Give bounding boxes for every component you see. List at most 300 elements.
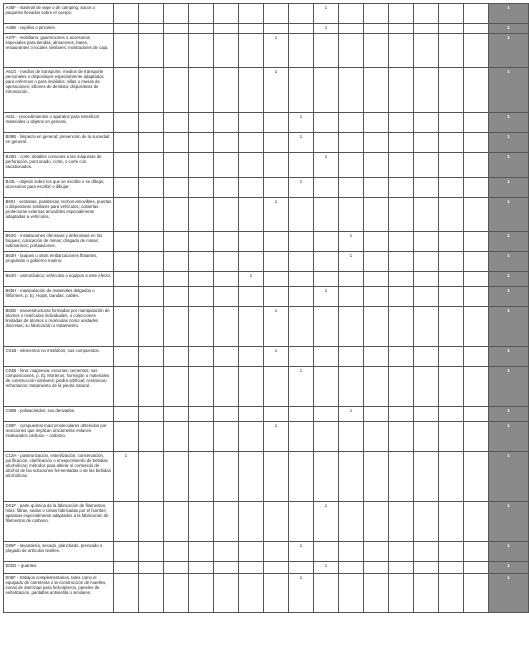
empty-cell bbox=[364, 562, 389, 574]
row-total: 1 bbox=[489, 153, 529, 178]
empty-cell bbox=[214, 574, 239, 613]
empty-cell bbox=[164, 347, 189, 367]
row-total: 1 bbox=[489, 347, 529, 367]
empty-cell bbox=[439, 542, 464, 562]
row-description: B26D - corte; detalles comunes a las máquinas de perforación, punzonado, corte, o corte con sacabocados. bbox=[4, 153, 114, 178]
empty-cell bbox=[189, 367, 214, 407]
empty-cell bbox=[464, 153, 489, 178]
empty-cell bbox=[364, 68, 389, 113]
row-total: 1 bbox=[489, 287, 529, 307]
count-cell: 1 bbox=[264, 198, 289, 232]
table-row bbox=[4, 232, 529, 252]
row-total: 1 bbox=[489, 34, 529, 68]
empty-cell bbox=[464, 574, 489, 613]
table-row bbox=[4, 198, 529, 232]
row-description: B60J - ventanas, parabrisas, techos amovibles, puertas o dispositivos similares para vehículos; cubiertas protectoras externas amovibles especialmente adaptadas a vehículos. bbox=[4, 198, 114, 232]
empty-cell bbox=[139, 367, 164, 407]
table-row bbox=[4, 502, 529, 542]
empty-cell bbox=[389, 232, 414, 252]
count-cell: 1 bbox=[314, 287, 339, 307]
empty-cell bbox=[389, 287, 414, 307]
empty-cell bbox=[214, 153, 239, 178]
empty-cell bbox=[464, 133, 489, 153]
empty-cell bbox=[239, 133, 264, 153]
empty-cell bbox=[439, 307, 464, 347]
empty-cell bbox=[264, 452, 289, 502]
empty-cell bbox=[439, 198, 464, 232]
empty-cell bbox=[364, 574, 389, 613]
empty-cell bbox=[339, 452, 364, 502]
empty-cell bbox=[214, 347, 239, 367]
table-row bbox=[4, 272, 529, 287]
count-cell: 1 bbox=[314, 562, 339, 574]
empty-cell bbox=[364, 367, 389, 407]
empty-cell bbox=[439, 232, 464, 252]
empty-cell bbox=[364, 307, 389, 347]
empty-cell bbox=[164, 133, 189, 153]
row-description: C08B - polisacáridos; sus derivados. bbox=[4, 407, 114, 422]
row-total: 1 bbox=[489, 574, 529, 613]
count-cell: 1 bbox=[289, 367, 314, 407]
empty-cell bbox=[139, 272, 164, 287]
table-row bbox=[4, 252, 529, 272]
empty-cell bbox=[289, 232, 314, 252]
count-cell: 1 bbox=[314, 153, 339, 178]
table-row bbox=[4, 407, 529, 422]
empty-cell bbox=[414, 68, 439, 113]
empty-cell bbox=[239, 153, 264, 178]
empty-cell bbox=[139, 34, 164, 68]
empty-cell bbox=[164, 153, 189, 178]
empty-cell bbox=[414, 452, 439, 502]
empty-cell bbox=[214, 562, 239, 574]
empty-cell bbox=[114, 502, 139, 542]
empty-cell bbox=[214, 34, 239, 68]
empty-cell bbox=[189, 4, 214, 24]
empty-cell bbox=[139, 4, 164, 24]
empty-cell bbox=[114, 562, 139, 574]
empty-cell bbox=[364, 24, 389, 34]
empty-cell bbox=[189, 502, 214, 542]
empty-cell bbox=[314, 34, 339, 68]
empty-cell bbox=[214, 542, 239, 562]
empty-cell bbox=[264, 153, 289, 178]
empty-cell bbox=[214, 407, 239, 422]
empty-cell bbox=[464, 452, 489, 502]
row-total: 1 bbox=[489, 307, 529, 347]
empty-cell bbox=[364, 272, 389, 287]
empty-cell bbox=[414, 232, 439, 252]
row-description: B63H - buques u otras embarcaciones flotantes, propulsión o gobierno marino. bbox=[4, 252, 114, 272]
empty-cell bbox=[239, 307, 264, 347]
empty-cell bbox=[364, 407, 389, 422]
empty-cell bbox=[289, 252, 314, 272]
empty-cell bbox=[339, 307, 364, 347]
empty-cell bbox=[114, 272, 139, 287]
empty-cell bbox=[214, 232, 239, 252]
empty-cell bbox=[439, 407, 464, 422]
empty-cell bbox=[139, 307, 164, 347]
row-description: A47F - mobiliario, guarniciones o accesorios especiales para tiendas, almacenes, bares, restaurantes o locales similares; mostradores de caja. bbox=[4, 34, 114, 68]
count-cell: 1 bbox=[264, 347, 289, 367]
empty-cell bbox=[289, 153, 314, 178]
table-row bbox=[4, 307, 529, 347]
empty-cell bbox=[339, 34, 364, 68]
empty-cell bbox=[389, 113, 414, 133]
empty-cell bbox=[139, 422, 164, 452]
empty-cell bbox=[189, 422, 214, 452]
row-total: 1 bbox=[489, 4, 529, 24]
empty-cell bbox=[264, 562, 289, 574]
empty-cell bbox=[389, 452, 414, 502]
table-row bbox=[4, 34, 529, 68]
empty-cell bbox=[389, 198, 414, 232]
count-cell: 1 bbox=[264, 307, 289, 347]
empty-cell bbox=[389, 407, 414, 422]
empty-cell bbox=[264, 24, 289, 34]
empty-cell bbox=[464, 307, 489, 347]
row-description: B64G - astronáutica; vehículos o equipos a este efecto. bbox=[4, 272, 114, 287]
empty-cell bbox=[114, 407, 139, 422]
empty-cell bbox=[164, 367, 189, 407]
row-description: B82B - nanoestructuras formadas por manipulación de átomos o moléculas individuales, o colecciones limitadas de átomos o moléculas como unidades discretas; su fabricación o tratamiento. bbox=[4, 307, 114, 347]
empty-cell bbox=[264, 178, 289, 198]
empty-cell bbox=[339, 367, 364, 407]
empty-cell bbox=[389, 133, 414, 153]
empty-cell bbox=[364, 502, 389, 542]
empty-cell bbox=[289, 502, 314, 542]
row-total: 1 bbox=[489, 232, 529, 252]
row-description: D01F - parte química de la fabricación de filamentos, hilos, fibras, sedas o cintas fabricadas por el hombre; aparatos especialmente adaptados a la fabricación de filamentos de carbono. bbox=[4, 502, 114, 542]
empty-cell bbox=[339, 502, 364, 542]
empty-cell bbox=[264, 252, 289, 272]
empty-cell bbox=[264, 133, 289, 153]
empty-cell bbox=[439, 422, 464, 452]
empty-cell bbox=[439, 68, 464, 113]
empty-cell bbox=[414, 407, 439, 422]
row-total: 1 bbox=[489, 407, 529, 422]
classification-table bbox=[3, 3, 529, 613]
empty-cell bbox=[289, 307, 314, 347]
empty-cell bbox=[139, 407, 164, 422]
empty-cell bbox=[164, 34, 189, 68]
empty-cell bbox=[314, 407, 339, 422]
empty-cell bbox=[164, 562, 189, 574]
empty-cell bbox=[189, 347, 214, 367]
empty-cell bbox=[264, 272, 289, 287]
empty-cell bbox=[339, 178, 364, 198]
empty-cell bbox=[339, 4, 364, 24]
empty-cell bbox=[339, 574, 364, 613]
empty-cell bbox=[414, 34, 439, 68]
empty-cell bbox=[114, 347, 139, 367]
empty-cell bbox=[239, 113, 264, 133]
empty-cell bbox=[339, 272, 364, 287]
empty-cell bbox=[289, 34, 314, 68]
empty-cell bbox=[214, 502, 239, 542]
empty-cell bbox=[139, 113, 164, 133]
empty-cell bbox=[314, 272, 339, 287]
empty-cell bbox=[389, 542, 414, 562]
count-cell: 1 bbox=[289, 542, 314, 562]
empty-cell bbox=[439, 574, 464, 613]
empty-cell bbox=[189, 272, 214, 287]
count-cell: 1 bbox=[239, 272, 264, 287]
row-description: A61L - procedimientos o aparatos para esterilizar materiales u objetos en general. bbox=[4, 113, 114, 133]
empty-cell bbox=[389, 34, 414, 68]
empty-cell bbox=[164, 272, 189, 287]
empty-cell bbox=[389, 307, 414, 347]
empty-cell bbox=[114, 232, 139, 252]
table-row bbox=[4, 113, 529, 133]
count-cell: 1 bbox=[289, 178, 314, 198]
empty-cell bbox=[164, 24, 189, 34]
row-total: 1 bbox=[489, 422, 529, 452]
empty-cell bbox=[114, 252, 139, 272]
empty-cell bbox=[139, 198, 164, 232]
empty-cell bbox=[364, 452, 389, 502]
row-total: 1 bbox=[489, 272, 529, 287]
empty-cell bbox=[189, 252, 214, 272]
row-total: 1 bbox=[489, 367, 529, 407]
empty-cell bbox=[414, 252, 439, 272]
empty-cell bbox=[214, 307, 239, 347]
empty-cell bbox=[464, 24, 489, 34]
empty-cell bbox=[114, 133, 139, 153]
empty-cell bbox=[389, 562, 414, 574]
empty-cell bbox=[389, 347, 414, 367]
empty-cell bbox=[289, 287, 314, 307]
empty-cell bbox=[264, 4, 289, 24]
count-cell: 1 bbox=[289, 113, 314, 133]
row-description: B43L - objetos sobre los que se escribe o se dibuja; accesorios para escribir o dibujar. bbox=[4, 178, 114, 198]
table-row bbox=[4, 367, 529, 407]
table-row bbox=[4, 542, 529, 562]
empty-cell bbox=[139, 452, 164, 502]
empty-cell bbox=[139, 287, 164, 307]
empty-cell bbox=[389, 153, 414, 178]
empty-cell bbox=[414, 367, 439, 407]
empty-cell bbox=[414, 24, 439, 34]
empty-cell bbox=[414, 422, 439, 452]
row-total: 1 bbox=[489, 133, 529, 153]
empty-cell bbox=[414, 307, 439, 347]
empty-cell bbox=[214, 287, 239, 307]
empty-cell bbox=[439, 178, 464, 198]
empty-cell bbox=[314, 542, 339, 562]
empty-cell bbox=[189, 452, 214, 502]
empty-cell bbox=[464, 562, 489, 574]
empty-cell bbox=[414, 133, 439, 153]
row-description: A45B - cepillos o pinceles. bbox=[4, 24, 114, 34]
empty-cell bbox=[439, 452, 464, 502]
count-cell: 1 bbox=[339, 407, 364, 422]
empty-cell bbox=[189, 407, 214, 422]
empty-cell bbox=[339, 68, 364, 113]
empty-cell bbox=[364, 34, 389, 68]
empty-cell bbox=[364, 4, 389, 24]
count-cell: 1 bbox=[289, 133, 314, 153]
empty-cell bbox=[364, 198, 389, 232]
empty-cell bbox=[414, 562, 439, 574]
empty-cell bbox=[464, 422, 489, 452]
empty-cell bbox=[139, 252, 164, 272]
row-description: C04B - lima; magnesia; escorias; cementos; sus composiciones, p. Ej. Morteros, hormigón o materiales de construcción similares; piedra artificial; cerámicas; refractarios; tratamiento de la piedra natural. bbox=[4, 367, 114, 407]
empty-cell bbox=[164, 422, 189, 452]
count-cell: 1 bbox=[289, 574, 314, 613]
table-row bbox=[4, 574, 529, 613]
empty-cell bbox=[114, 198, 139, 232]
empty-cell bbox=[464, 287, 489, 307]
empty-cell bbox=[289, 198, 314, 232]
empty-cell bbox=[164, 252, 189, 272]
count-cell: 1 bbox=[264, 34, 289, 68]
empty-cell bbox=[414, 4, 439, 24]
empty-cell bbox=[339, 287, 364, 307]
empty-cell bbox=[339, 198, 364, 232]
empty-cell bbox=[414, 178, 439, 198]
empty-cell bbox=[114, 24, 139, 34]
empty-cell bbox=[239, 287, 264, 307]
count-cell: 1 bbox=[264, 68, 289, 113]
empty-cell bbox=[164, 307, 189, 347]
empty-cell bbox=[414, 272, 439, 287]
empty-cell bbox=[439, 252, 464, 272]
table-row bbox=[4, 4, 529, 24]
empty-cell bbox=[189, 178, 214, 198]
empty-cell bbox=[164, 542, 189, 562]
empty-cell bbox=[164, 287, 189, 307]
empty-cell bbox=[189, 574, 214, 613]
empty-cell bbox=[389, 367, 414, 407]
empty-cell bbox=[139, 574, 164, 613]
empty-cell bbox=[314, 68, 339, 113]
empty-cell bbox=[339, 422, 364, 452]
row-description: B08B - limpieza en general; prevención de la suciedad en general. bbox=[4, 133, 114, 153]
table-row bbox=[4, 562, 529, 574]
empty-cell bbox=[214, 422, 239, 452]
table-row bbox=[4, 422, 529, 452]
empty-cell bbox=[264, 287, 289, 307]
empty-cell bbox=[389, 422, 414, 452]
empty-cell bbox=[239, 252, 264, 272]
empty-cell bbox=[464, 34, 489, 68]
empty-cell bbox=[389, 4, 414, 24]
empty-cell bbox=[239, 407, 264, 422]
row-total: 1 bbox=[489, 542, 529, 562]
empty-cell bbox=[464, 502, 489, 542]
empty-cell bbox=[114, 307, 139, 347]
empty-cell bbox=[464, 272, 489, 287]
empty-cell bbox=[364, 252, 389, 272]
empty-cell bbox=[239, 24, 264, 34]
empty-cell bbox=[139, 562, 164, 574]
empty-cell bbox=[339, 153, 364, 178]
count-cell: 1 bbox=[314, 24, 339, 34]
empty-cell bbox=[439, 272, 464, 287]
empty-cell bbox=[264, 367, 289, 407]
empty-cell bbox=[264, 502, 289, 542]
row-total: 1 bbox=[489, 198, 529, 232]
empty-cell bbox=[114, 574, 139, 613]
row-total: 1 bbox=[489, 562, 529, 574]
empty-cell bbox=[139, 232, 164, 252]
row-description: D06F - lavandería, secado, planchado, prensado o plegado de artículos textiles. bbox=[4, 542, 114, 562]
empty-cell bbox=[389, 24, 414, 34]
empty-cell bbox=[164, 4, 189, 24]
empty-cell bbox=[164, 502, 189, 542]
empty-cell bbox=[439, 4, 464, 24]
empty-cell bbox=[289, 452, 314, 502]
empty-cell bbox=[414, 198, 439, 232]
empty-cell bbox=[414, 287, 439, 307]
empty-cell bbox=[214, 198, 239, 232]
empty-cell bbox=[339, 562, 364, 574]
empty-cell bbox=[214, 452, 239, 502]
empty-cell bbox=[339, 347, 364, 367]
empty-cell bbox=[239, 4, 264, 24]
empty-cell bbox=[464, 232, 489, 252]
empty-cell bbox=[239, 502, 264, 542]
row-total: 1 bbox=[489, 452, 529, 502]
empty-cell bbox=[389, 178, 414, 198]
empty-cell bbox=[464, 4, 489, 24]
empty-cell bbox=[114, 153, 139, 178]
table-row bbox=[4, 68, 529, 113]
row-total: 1 bbox=[489, 113, 529, 133]
empty-cell bbox=[339, 113, 364, 133]
empty-cell bbox=[239, 68, 264, 113]
table-row bbox=[4, 452, 529, 502]
empty-cell bbox=[464, 113, 489, 133]
table-row bbox=[4, 153, 529, 178]
empty-cell bbox=[414, 542, 439, 562]
row-total: 1 bbox=[489, 502, 529, 542]
empty-cell bbox=[114, 422, 139, 452]
empty-cell bbox=[189, 113, 214, 133]
empty-cell bbox=[439, 367, 464, 407]
empty-cell bbox=[414, 113, 439, 133]
table-row bbox=[4, 24, 529, 34]
empty-cell bbox=[164, 178, 189, 198]
empty-cell bbox=[214, 367, 239, 407]
empty-cell bbox=[139, 502, 164, 542]
empty-cell bbox=[364, 287, 389, 307]
empty-cell bbox=[114, 34, 139, 68]
empty-cell bbox=[339, 24, 364, 34]
empty-cell bbox=[139, 178, 164, 198]
row-total: 1 bbox=[489, 24, 529, 34]
empty-cell bbox=[439, 153, 464, 178]
empty-cell bbox=[389, 252, 414, 272]
empty-cell bbox=[339, 133, 364, 153]
row-description: C01B - elementos no metálicos; sus compuestos. bbox=[4, 347, 114, 367]
row-description: C08F - compuestos macromoleculares obtenidos por reacciones que implican únicamente enlaces insaturados carbono – carbono. bbox=[4, 422, 114, 452]
empty-cell bbox=[464, 407, 489, 422]
empty-cell bbox=[214, 4, 239, 24]
empty-cell bbox=[414, 502, 439, 542]
empty-cell bbox=[264, 113, 289, 133]
empty-cell bbox=[214, 113, 239, 133]
empty-cell bbox=[464, 178, 489, 198]
empty-cell bbox=[314, 198, 339, 232]
empty-cell bbox=[439, 24, 464, 34]
empty-cell bbox=[314, 452, 339, 502]
row-total: 1 bbox=[489, 68, 529, 113]
empty-cell bbox=[139, 153, 164, 178]
empty-cell bbox=[164, 113, 189, 133]
count-cell: 1 bbox=[114, 452, 139, 502]
